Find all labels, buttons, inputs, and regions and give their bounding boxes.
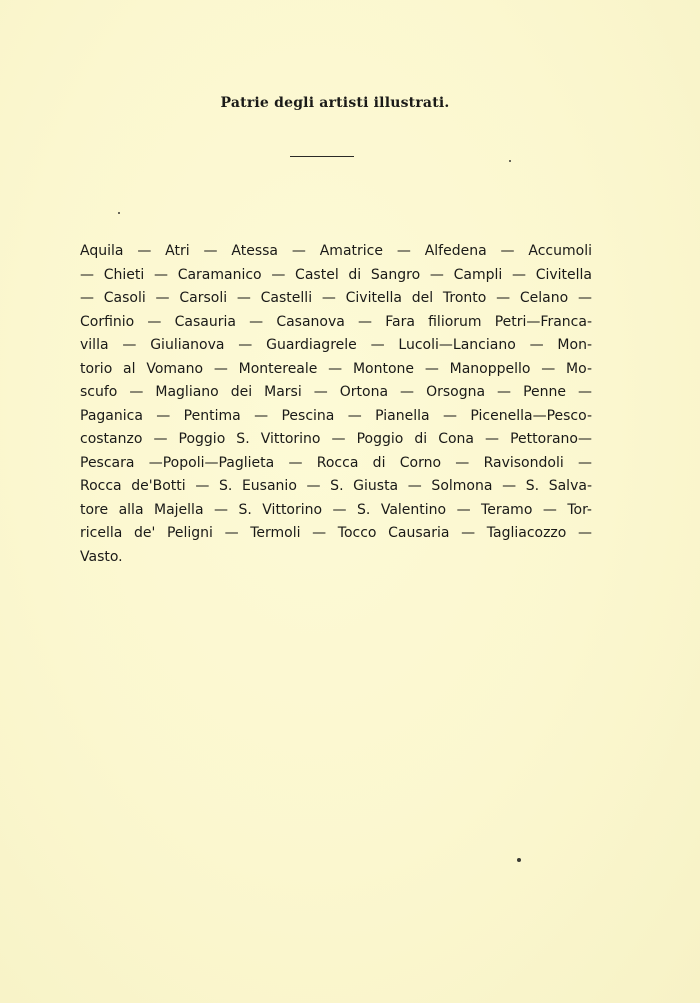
text-line: — Casoli — Carsoli — Castelli — Civitella del Tronto — Celano — [80,290,592,306]
text-line: Corfinio — Casauria — Casanova — Fara filiorum Petri—Franca- [80,313,592,330]
text-line: Paganica — Pentima — Pescina — Pianella — Picenella—Pesco- [80,407,592,424]
text-line: ricella de' Peligni — Termoli — Tocco Causaria — Tagliacozzo — [80,525,592,541]
page-title: Patrie degli artisti illustrati. [220,95,450,111]
paper-speck [509,160,511,162]
text-line: torio al Vomano — Montereale — Montone — Manoppello — Mo- [80,360,592,377]
text-line: tore alla Majella — S. Vittorino — S. Valentino — Teramo — Tor- [80,501,592,518]
text-line: Aquila — Atri — Atessa — Amatrice — Alfedena — Accumoli [80,243,592,259]
text-line: scufo — Magliano dei Marsi — Ortona — Orsogna — Penne — [80,384,592,400]
text-line: villa — Giulianova — Guardiagrele — Lucoli—Lanciano — Mon- [80,337,592,353]
title-divider [290,156,354,157]
text-line: Rocca de'Botti — S. Eusanio — S. Giusta — Solmona — S. Salva- [80,478,592,494]
town-list [80,240,592,569]
text-line: costanzo — Poggio S. Vittorino — Poggio di Cona — Pettorano— [80,431,592,447]
text-line: — Chieti — Caramanico — Castel di Sangro — Campli — Civitella [80,266,592,283]
text-line: Pescara —Popoli—Paglieta — Rocca di Corno — Ravisondoli — [80,454,592,471]
paper-speck [118,212,120,214]
paper-speck [517,858,521,862]
text-line: Vasto. [80,548,123,565]
